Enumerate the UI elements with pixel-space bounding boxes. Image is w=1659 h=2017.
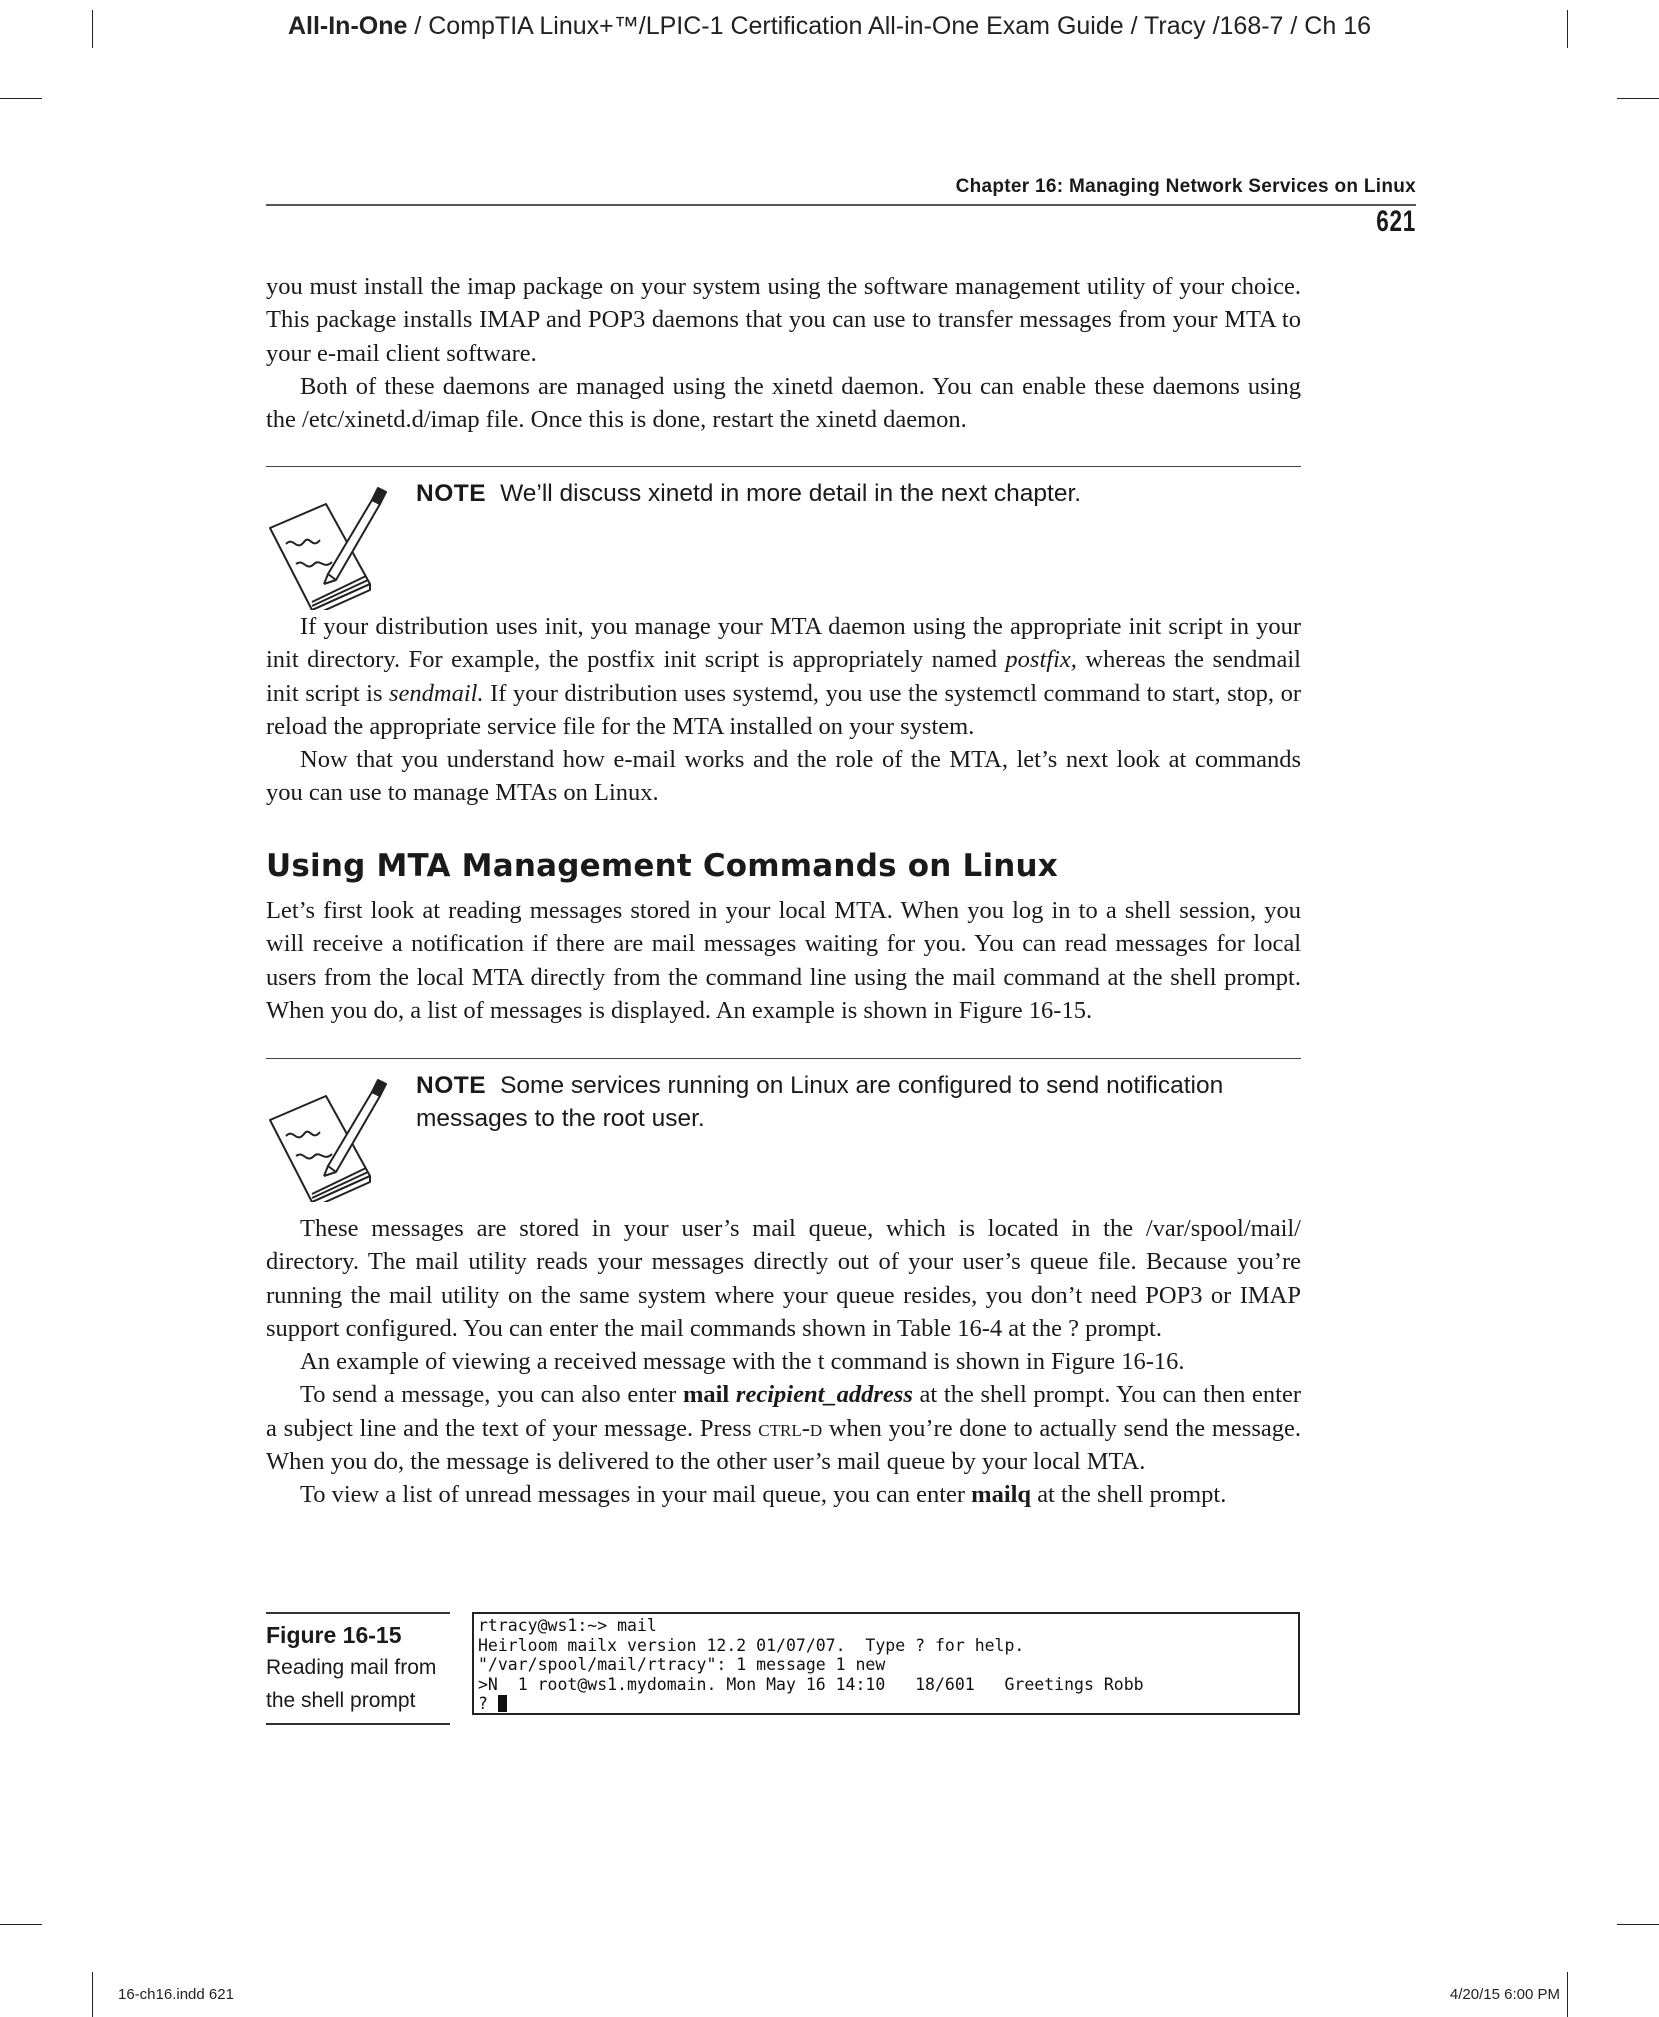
caption-rule — [266, 1723, 450, 1725]
book-slug-header — [0, 12, 1659, 41]
figure-description — [266, 1651, 450, 1717]
paragraph: Now that you understand how e-mail works and the role of the MTA, let’s next look at commands you can use to manage MTAs on Linux. — [266, 746, 1301, 807]
paragraph: Both of these daemons are managed using the xinetd daemon. You can enable these daemons using the /etc/xinetd.d/imap file. Once this is done, restart the xinetd daemon. — [266, 372, 1301, 434]
text-run: at the shell prompt. — [1031, 1481, 1227, 1509]
book-title: / CompTIA Linux+™/LPIC-1 Certification All-in-One Exam Guide / Tracy /168-7 / Ch 16 — [407, 12, 1372, 40]
crop-mark — [92, 1972, 93, 2017]
keystroke: ctrl-d — [758, 1414, 823, 1442]
footer-timestamp: 4/20/15 6:00 PM — [1449, 1986, 1560, 2003]
notepad-pencil-icon — [266, 1072, 392, 1202]
text-run: If your distribution uses systemd, you use the systemctl command to start, stop, or reload the appropriate service file for the MTA installed on your system. — [266, 679, 1301, 740]
note-label: NOTE — [416, 1072, 487, 1099]
terminal-screenshot — [472, 1612, 1300, 1715]
figure-title: Figure 16-15 — [266, 1622, 402, 1648]
section-heading: Using MTA Management Commands on Linux — [266, 848, 1058, 884]
note-text: We’ll discuss xinetd in more detail in the next chapter. — [500, 480, 1082, 507]
terminal-prompt: ? — [478, 1694, 498, 1713]
running-head-rule — [266, 204, 1416, 206]
note-box — [416, 477, 1296, 510]
note-label: NOTE — [416, 480, 487, 507]
body-text-bottom — [266, 1212, 1301, 1512]
notepad-pencil-icon — [266, 480, 392, 610]
paragraph: These messages are stored in your user’s mail queue, which is located in the /var/spool/mail/ directory. The mail utility reads your messages directly out of your user’s queue file. Because you’re running the mail utility on the same system where your queue resides, you don’t need POP3 or IMAP support configured. You can enter the mail commands shown in Table 16-4 at the ? prompt. — [266, 1215, 1301, 1342]
page-number: 621 — [1376, 205, 1416, 238]
filename-sendmail: sendmail. — [389, 679, 484, 707]
paragraph: An example of viewing a received message with the t command is shown in Figure 16-16. — [300, 1348, 1185, 1376]
paragraph — [266, 1378, 1301, 1478]
crop-mark — [0, 1924, 42, 1925]
crop-mark — [1617, 1924, 1659, 1925]
command-argument: recipient_address — [735, 1381, 913, 1409]
text-run: at the shell prompt. You can then enter a subject line and the text of your message. Press — [266, 1381, 1301, 1442]
command-mail: mail — [682, 1381, 730, 1409]
crop-mark — [1617, 98, 1659, 99]
text-run: when you’re done to actually send the message. When you do, the message is delivered to the other user’s mail queue by your local MTA. — [266, 1414, 1301, 1476]
body-text-top — [266, 270, 1301, 436]
caption-rule — [266, 1612, 450, 1614]
crop-mark — [0, 98, 42, 99]
paragraph — [266, 610, 1301, 743]
crop-mark — [1567, 1972, 1568, 2017]
terminal-line: "/var/spool/mail/rtracy": 1 message 1 new — [478, 1655, 886, 1674]
terminal-cursor — [498, 1695, 507, 1712]
terminal-prompt-line — [478, 1694, 1294, 1714]
terminal-line: Heirloom mailx version 12.2 01/07/07. Type ? for help. — [478, 1635, 1025, 1655]
footer-file-info: 16-ch16.indd 621 — [118, 1986, 234, 2003]
command-mailq: mailq — [971, 1481, 1032, 1509]
figure-caption — [266, 1612, 450, 1725]
text-run: To send a message, you can also enter — [300, 1381, 683, 1409]
note-box — [416, 1069, 1296, 1135]
book-series: All-In-One — [287, 12, 408, 40]
paragraph: you must install the imap package on your system using the software management utility of your choice. This package installs IMAP and POP3 daemons that you can use to transfer messages from your MTA to your e-mail client software. — [266, 273, 1301, 367]
note-rule — [266, 466, 1301, 467]
terminal-line: rtracy@ws1:~> mail — [478, 1616, 657, 1635]
paragraph: Let’s first look at reading messages stored in your local MTA. When you log in to a shell session, you will receive a notification if there are mail messages waiting for you. You can read messages for local users from the local MTA directly from the command line using the mail command at the shell prompt. When you do, a list of messages is displayed. An example is shown in Figure 16-15. — [266, 897, 1301, 1024]
caption-line: the shell prompt — [266, 1689, 416, 1712]
body-text-mid — [266, 610, 1301, 810]
text-run: whereas the sendmail init script is — [266, 646, 1301, 707]
paragraph — [266, 1478, 1301, 1511]
running-head: Chapter 16: Managing Network Services on Linux — [955, 176, 1416, 197]
terminal-line: >N 1 root@ws1.mydomain. Mon May 16 14:10 18/601 Greetings Robb — [478, 1674, 1144, 1694]
note-rule — [266, 1058, 1301, 1059]
section-body — [266, 894, 1301, 1027]
caption-line: Reading mail from — [266, 1656, 437, 1679]
note-text: Some services running on Linux are configured to send notification messages to the root user. — [416, 1072, 1224, 1132]
filename-postfix: postfix, — [1005, 646, 1077, 674]
text-run: To view a list of unread messages in your mail queue, you can enter — [300, 1481, 972, 1509]
text-run: If your distribution uses init, you manage your MTA daemon using the appropriate init script in your init directory. For example, the postfix init script is appropriately named — [266, 613, 1301, 674]
